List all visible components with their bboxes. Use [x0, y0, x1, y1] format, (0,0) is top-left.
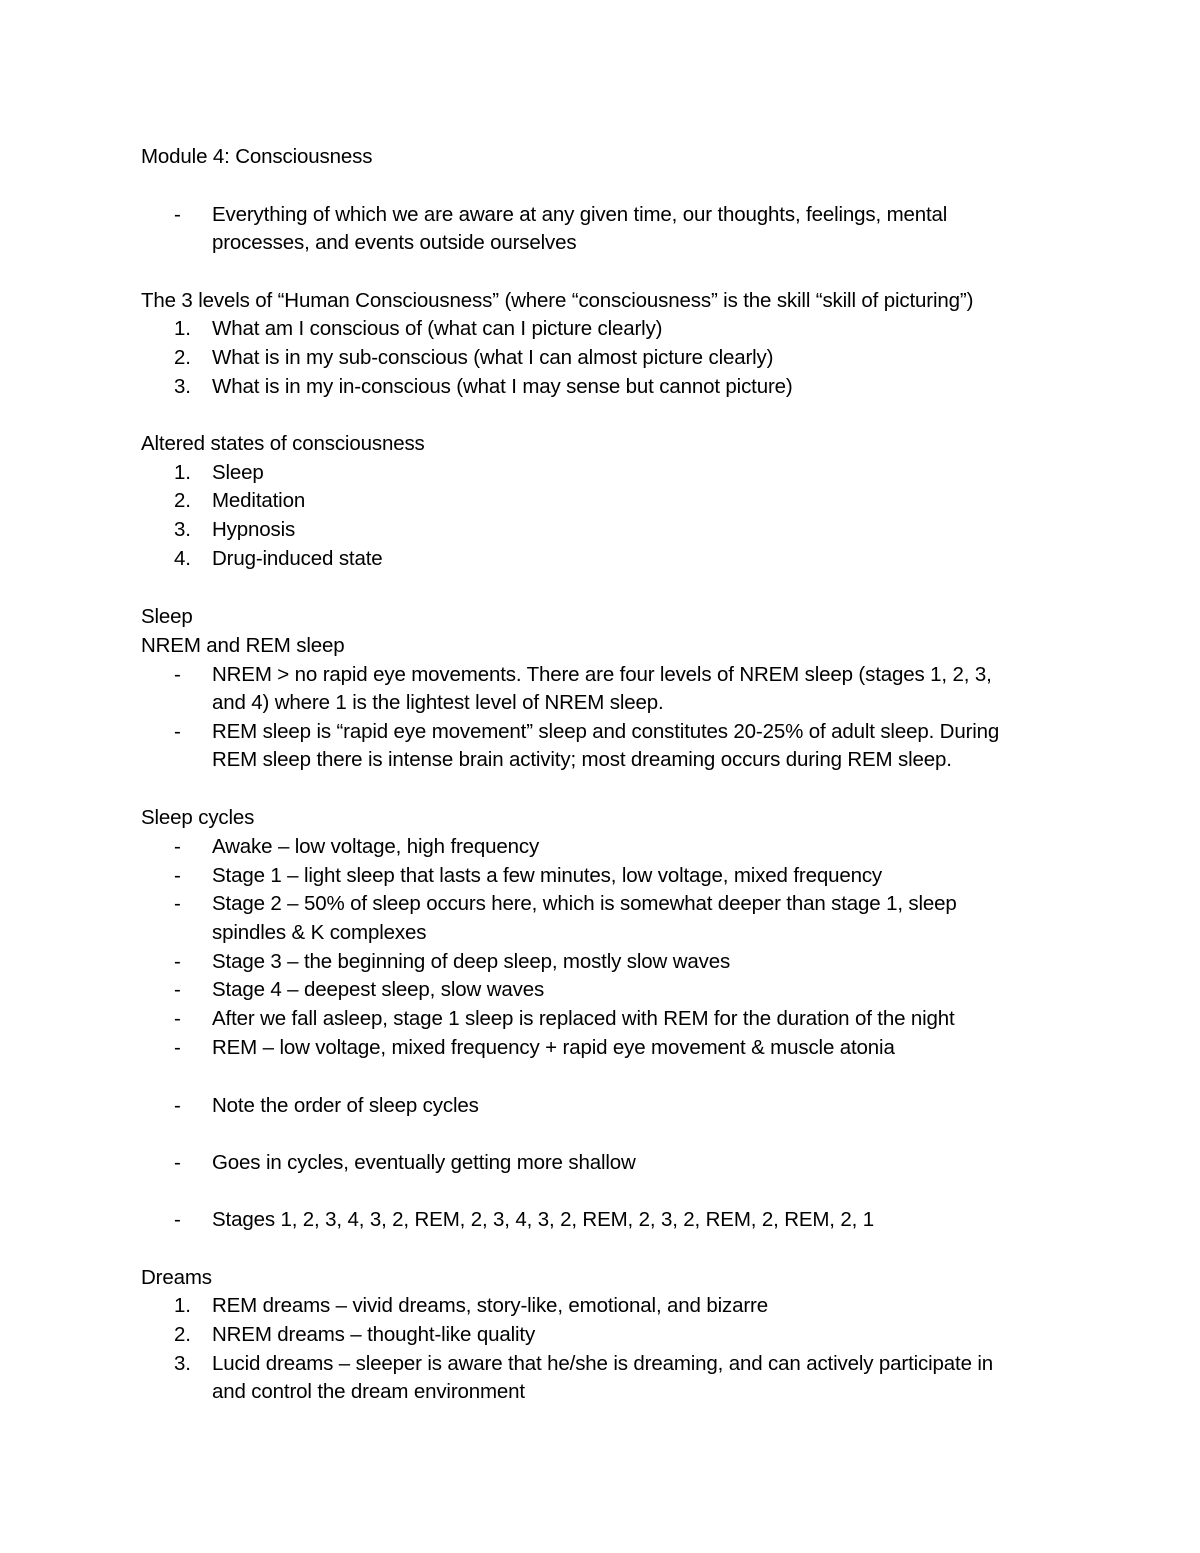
list-item-text: What is in my sub-conscious (what I can almost picture clearly): [212, 346, 774, 369]
list-item-text: and 4) where 1 is the lightest level of NREM sleep.: [212, 691, 664, 714]
number-marker: 3.: [174, 518, 191, 541]
number-marker: 3.: [174, 1352, 191, 1375]
list-item-text: spindles & K complexes: [212, 921, 427, 944]
list-item-text: Meditation: [212, 489, 306, 512]
bullet-marker: -: [174, 1151, 181, 1174]
list-item-text: After we fall asleep, stage 1 sleep is replaced with REM for the duration of the night: [212, 1007, 955, 1030]
list-item-text: Stage 1 – light sleep that lasts a few minutes, low voltage, mixed frequency: [212, 864, 883, 887]
list-item-text: processes, and events outside ourselves: [212, 231, 577, 254]
number-marker: 4.: [174, 547, 191, 570]
number-marker: 2.: [174, 489, 191, 512]
number-marker: 1.: [174, 1294, 191, 1317]
number-marker: 1.: [174, 317, 191, 340]
list-item-text: Awake – low voltage, high frequency: [212, 835, 540, 858]
list-item-text: Sleep: [212, 461, 264, 484]
bullet-marker: -: [174, 1094, 181, 1117]
bullet-marker: -: [174, 1007, 181, 1030]
list-item-text: and control the dream environment: [212, 1380, 525, 1403]
page-title: Module 4: Consciousness: [141, 145, 373, 168]
list-item-text: REM sleep is “rapid eye movement” sleep and constitutes 20-25% of adult sleep. During: [212, 720, 1000, 743]
list-item-text: Lucid dreams – sleeper is aware that he/she is dreaming, and can actively participate in: [212, 1352, 994, 1375]
list-item-text: REM dreams – vivid dreams, story-like, emotional, and bizarre: [212, 1294, 768, 1317]
list-item-text: Everything of which we are aware at any given time, our thoughts, feelings, mental: [212, 203, 948, 226]
list-item-text: Goes in cycles, eventually getting more shallow: [212, 1151, 636, 1174]
number-marker: 2.: [174, 1323, 191, 1346]
subheading-nrem-rem: NREM and REM sleep: [141, 634, 345, 657]
bullet-marker: -: [174, 978, 181, 1001]
bullet-marker: -: [174, 835, 181, 858]
number-marker: 2.: [174, 346, 191, 369]
bullet-marker: -: [174, 1208, 181, 1231]
bullet-marker: -: [174, 663, 181, 686]
number-marker: 3.: [174, 375, 191, 398]
list-item-text: Stage 3 – the beginning of deep sleep, mostly slow waves: [212, 950, 731, 973]
section-heading-dreams: Dreams: [141, 1266, 212, 1289]
list-item-text: REM – low voltage, mixed frequency + rapid eye movement & muscle atonia: [212, 1036, 895, 1059]
section-heading-levels: The 3 levels of “Human Consciousness” (where “consciousness” is the skill “skill of picturing”): [141, 289, 974, 312]
section-heading-altered-states: Altered states of consciousness: [141, 432, 425, 455]
bullet-marker: -: [174, 203, 181, 226]
list-item-text: Note the order of sleep cycles: [212, 1094, 479, 1117]
bullet-marker: -: [174, 950, 181, 973]
bullet-marker: -: [174, 864, 181, 887]
list-item-text: Stage 4 – deepest sleep, slow waves: [212, 978, 545, 1001]
list-item-text: Stage 2 – 50% of sleep occurs here, which is somewhat deeper than stage 1, sleep: [212, 892, 957, 915]
section-heading-sleep: Sleep: [141, 605, 193, 628]
list-item-text: What am I conscious of (what can I picture clearly): [212, 317, 663, 340]
bullet-marker: -: [174, 892, 181, 915]
list-item-text: Stages 1, 2, 3, 4, 3, 2, REM, 2, 3, 4, 3, 2, REM, 2, 3, 2, REM, 2, REM, 2, 1: [212, 1208, 874, 1231]
list-item-text: Hypnosis: [212, 518, 296, 541]
number-marker: 1.: [174, 461, 191, 484]
list-item-text: NREM > no rapid eye movements. There are four levels of NREM sleep (stages 1, 2, 3,: [212, 663, 992, 686]
bullet-marker: -: [174, 720, 181, 743]
list-item-text: NREM dreams – thought-like quality: [212, 1323, 536, 1346]
list-item-text: What is in my in-conscious (what I may sense but cannot picture): [212, 375, 793, 398]
bullet-marker: -: [174, 1036, 181, 1059]
list-item-text: Drug-induced state: [212, 547, 383, 570]
list-item-text: REM sleep there is intense brain activity; most dreaming occurs during REM sleep.: [212, 748, 952, 771]
section-heading-sleep-cycles: Sleep cycles: [141, 806, 255, 829]
